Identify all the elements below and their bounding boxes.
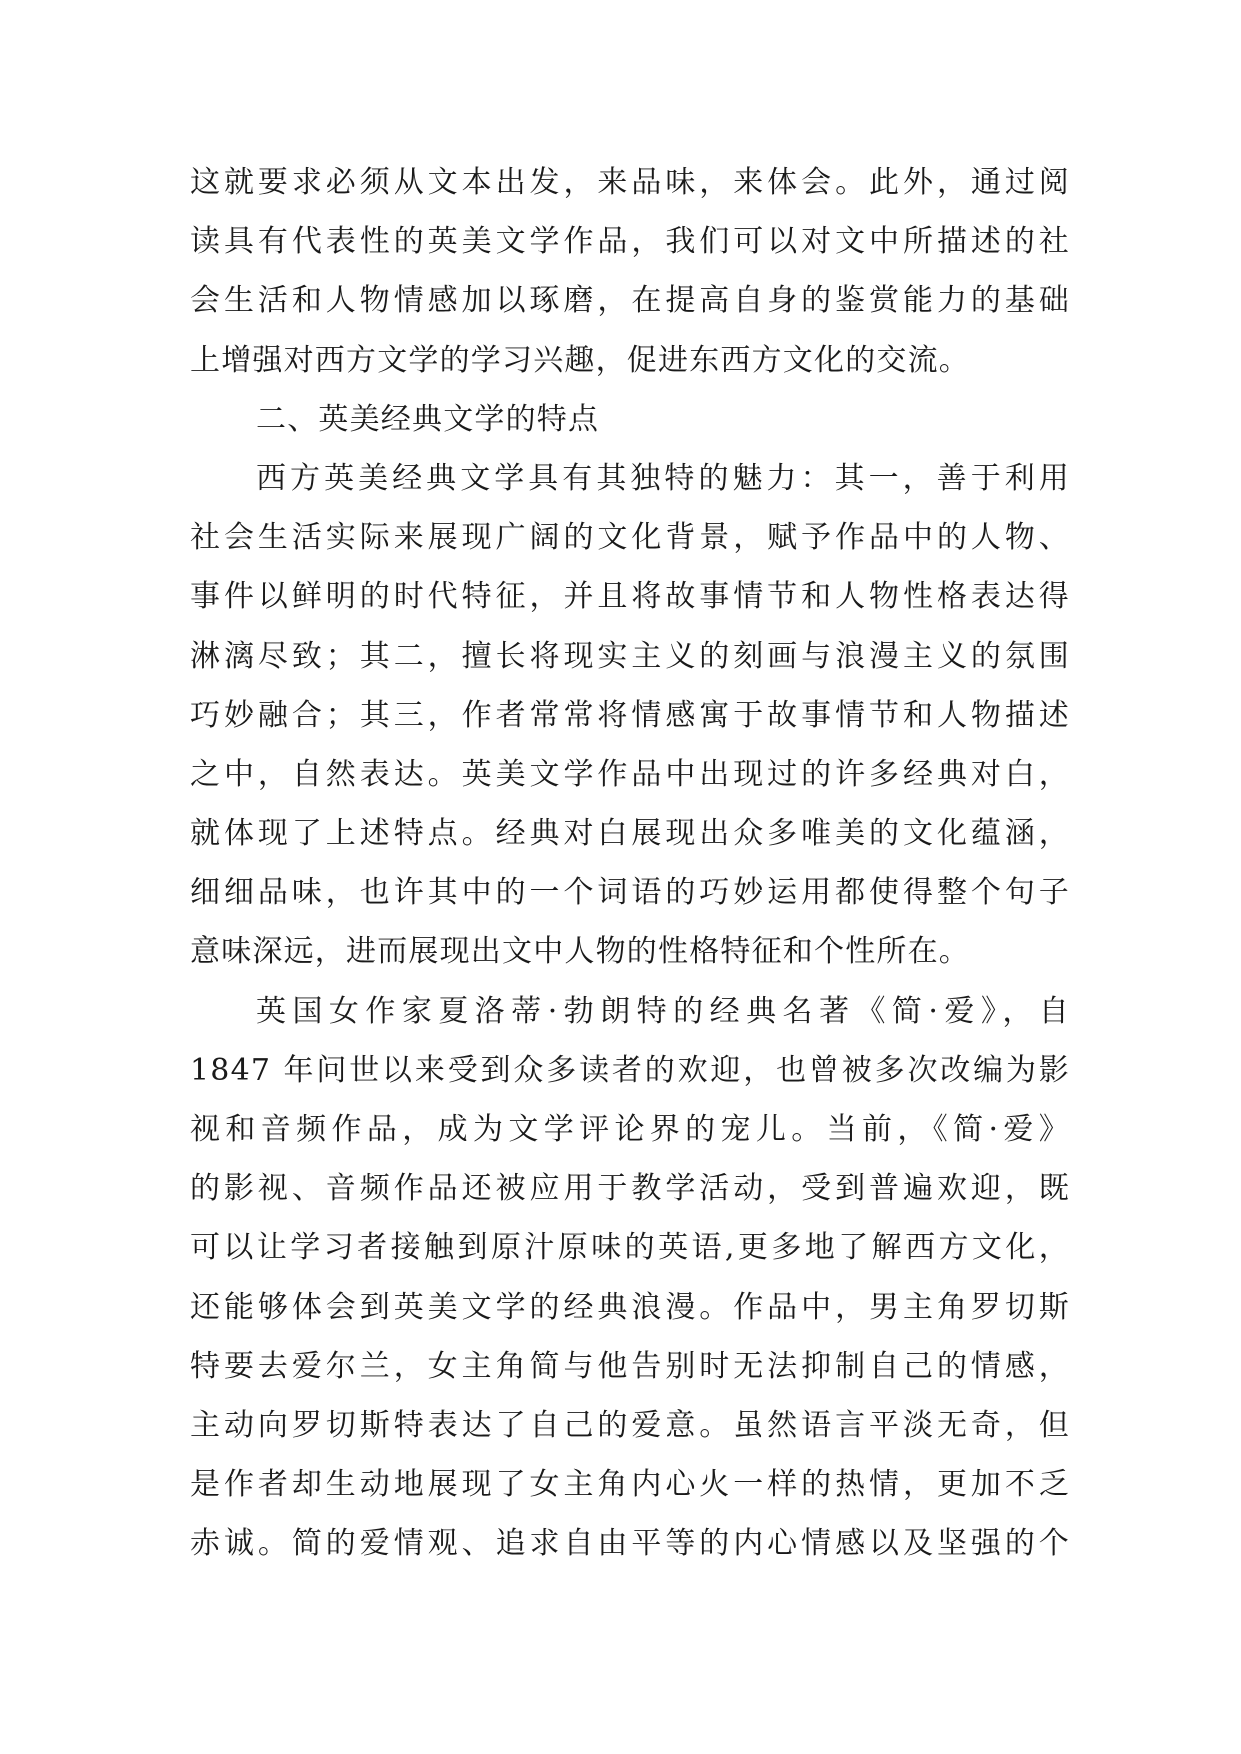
text-line-22: 主动向罗切斯特表达了自己的爱意。虽然语言平淡无奇，但 — [190, 1407, 1070, 1443]
text-line-20: 还能够体会到英美文学的经典浪漫。作品中，男主角罗切斯 — [190, 1289, 1070, 1325]
text-line-21: 特要去爱尔兰，女主角简与他告别时无法抑制自己的情感， — [190, 1348, 1070, 1384]
text-line-23: 是作者却生动地展现了女主角内心火一样的热情，更加不乏 — [190, 1467, 1070, 1503]
text-line-8: 事件以鲜明的时代特征，并且将故事情节和人物性格表达得 — [190, 579, 1070, 615]
text-line-2: 读具有代表性的英美文学作品，我们可以对文中所描述的社 — [190, 224, 1070, 260]
text-line-7: 社会生活实际来展现广阔的文化背景，赋予作品中的人物、 — [190, 520, 1070, 556]
text-line-12: 就体现了上述特点。经典对白展现出众多唯美的文化蕴涵， — [190, 816, 1070, 852]
section-heading: 二、英美经典文学的特点 — [256, 401, 600, 437]
text-line-4: 上增强对西方文学的学习兴趣，促进东西方文化的交流。 — [190, 342, 970, 378]
body-text — [190, 153, 1070, 1574]
text-line-1: 这就要求必须从文本出发，来品味，来体会。此外，通过阅 — [190, 165, 1070, 200]
text-line-9: 淋漓尽致；其二，擅长将现实主义的刻画与浪漫主义的氛围 — [190, 638, 1070, 674]
text-line-19: 可以让学习者接触到原汁原味的英语,更多地了解西方文化， — [190, 1230, 1070, 1266]
text-line-24: 赤诚。简的爱情观、追求自由平等的内心情感以及坚强的个 — [190, 1526, 1070, 1562]
text-line-14: 意味深远，进而展现出文中人物的性格特征和个性所在。 — [190, 934, 970, 970]
text-line-15: 英国女作家夏洛蒂·勃朗特的经典名著《简·爱》，自 — [256, 993, 1070, 1029]
text-line-16: 1847 年问世以来受到众多读者的欢迎，也曾被多次改编为影 — [190, 1052, 1070, 1088]
text-line-6: 西方英美经典文学具有其独特的魅力：其一，善于利用 — [256, 460, 1070, 496]
text-line-10: 巧妙融合；其三，作者常常将情感寓于故事情节和人物描述 — [190, 697, 1070, 733]
text-line-11: 之中，自然表达。英美文学作品中出现过的许多经典对白， — [190, 756, 1070, 792]
text-line-18: 的影视、音频作品还被应用于教学活动，受到普遍欢迎，既 — [190, 1171, 1070, 1207]
text-line-3: 会生活和人物情感加以琢磨，在提高自身的鉴赏能力的基础 — [190, 283, 1070, 319]
text-line-17: 视和音频作品，成为文学评论界的宠儿。当前，《简·爱》 — [190, 1112, 1070, 1147]
text-line-13: 细细品味，也许其中的一个词语的巧妙运用都使得整个句子 — [190, 875, 1070, 911]
